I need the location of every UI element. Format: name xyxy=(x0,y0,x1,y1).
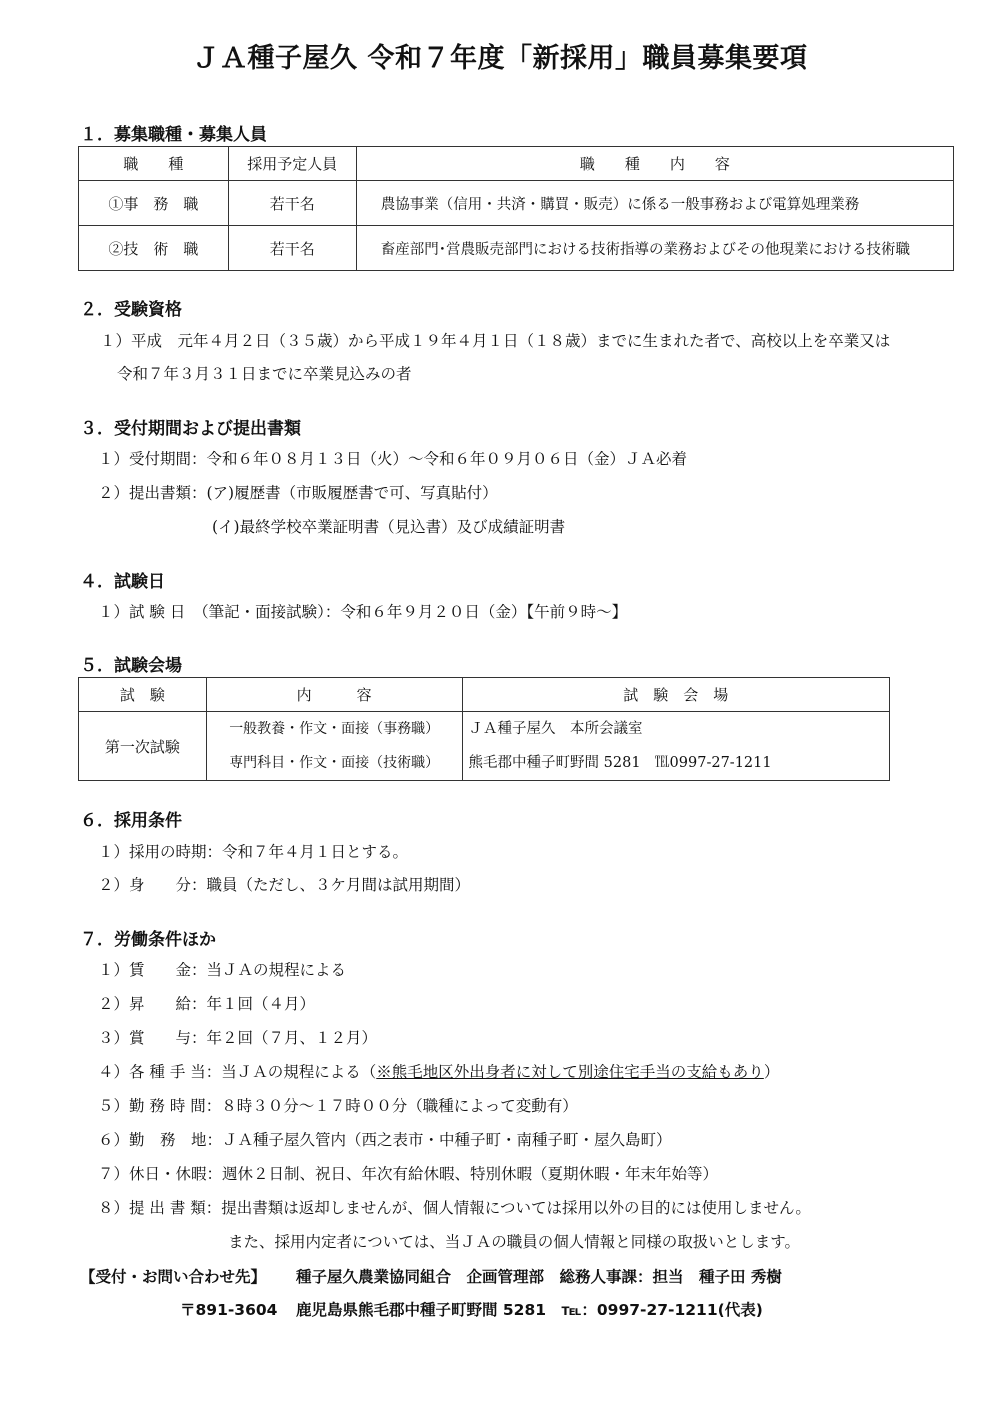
table-row xyxy=(79,181,954,226)
job-name: ①事 務 職 xyxy=(79,181,229,226)
exam-content-line-1: 一般教養・作文・面接（事務職） xyxy=(229,721,440,737)
section-7-heading: ７．労働条件ほか xyxy=(80,930,216,950)
exam-name: 第一次試験 xyxy=(79,712,207,781)
condition-hours: ５）勤 務 時 間：８時３０分～１７時００分（職種によって変動有） xyxy=(98,1097,578,1115)
allowance-note: ※熊毛地区外出身者に対して別途住宅手当の支給もあり xyxy=(376,1063,764,1081)
documents-line-2: (イ)最終学校卒業証明書（見込書）及び成績証明書 xyxy=(212,518,566,536)
job-header-desc: 職 種 内 容 xyxy=(356,147,953,181)
venue-table-header xyxy=(79,678,890,712)
exam-content-line-2: 専門科目・作文・面接（技術職） xyxy=(229,755,440,771)
application-period: １）受付期間：令和６年０８月１３日（火）～令和６年０９月０６日（金）ＪＡ必着 xyxy=(98,450,688,468)
job-desc: 畜産部門･営農販売部門における技術指導の業務およびその他現業における技術職 xyxy=(356,226,953,271)
condition-documents: ８）提 出 書 類：提出書類は返却しませんが、個人情報については採用以外の目的には使用しません。 xyxy=(98,1199,811,1217)
eligibility-line-1: １）平成 元年４月２日（３５歳）から平成１９年４月１日（１８歳）までに生まれた者で、高校以上を卒業又は xyxy=(100,332,891,350)
condition-raise: ２）昇 給：年１回（４月） xyxy=(98,995,316,1013)
job-header-count: 採用予定人員 xyxy=(228,147,356,181)
section-2-heading: ２．受験資格 xyxy=(80,300,182,320)
job-count: 若干名 xyxy=(228,226,356,271)
section-5-heading: ５．試験会場 xyxy=(80,656,182,676)
eligibility-line-2: 令和７年３月３１日までに卒業見込みの者 xyxy=(117,365,412,383)
exam-content xyxy=(206,712,462,781)
contact-label: 【受付・お問い合わせ先】 xyxy=(80,1268,267,1286)
job-header-type: 職 種 xyxy=(79,147,229,181)
contact-address: 鹿児島県熊毛郡中種子町野間 5281 ℡：0997-27-1211(代表) xyxy=(296,1301,763,1319)
hire-date: １）採用の時期：令和７年４月１日とする。 xyxy=(98,843,409,861)
condition-holidays: ７）休日・休暇：週休２日制、祝日、年次有給休暇、特別休暇（夏期休暇・年末年始等） xyxy=(98,1165,719,1183)
venue-header-content: 内 容 xyxy=(206,678,462,712)
venue-table xyxy=(78,677,890,781)
documents-line-1: ２）提出書類：(ア)履歴書（市販履歴書で可、写真貼付） xyxy=(98,484,498,502)
allowance-close: ） xyxy=(763,1063,780,1081)
exam-venue-line-1: ＪＡ種子屋久 本所会議室 xyxy=(468,721,643,737)
section-1-heading: １．募集職種・募集人員 xyxy=(80,125,267,145)
contact-org: 種子屋久農業協同組合 企画管理部 総務人事課：担当 種子田 秀樹 xyxy=(296,1268,782,1286)
condition-documents-2: また、採用内定者については、当ＪＡの職員の個人情報と同様の取扱いとします。 xyxy=(228,1233,800,1251)
exam-date: １）試 験 日 （筆記・面接試験）：令和６年９月２０日（金）【午前９時～】 xyxy=(98,603,628,621)
page-title: ＪＡ種子屋久 令和７年度「新採用」職員募集要項 xyxy=(192,43,808,74)
section-4-heading: ４．試験日 xyxy=(80,572,165,592)
condition-bonus: ３）賞 与：年２回（７月、１２月） xyxy=(98,1029,378,1047)
table-row xyxy=(79,226,954,271)
section-6-heading: ６．採用条件 xyxy=(80,811,182,831)
job-table xyxy=(78,146,954,271)
condition-location: ６）勤 務 地：ＪＡ種子屋久管内（西之表市・中種子町・南種子町・屋久島町） xyxy=(98,1131,672,1149)
job-table-header xyxy=(79,147,954,181)
venue-header-venue: 試 験 会 場 xyxy=(462,678,889,712)
condition-allowance xyxy=(98,1060,779,1082)
job-name: ②技 術 職 xyxy=(79,226,229,271)
exam-venue xyxy=(462,712,889,781)
exam-venue-line-2: 熊毛郡中種子町野間 5281 ℡0997-27-1211 xyxy=(468,755,772,771)
job-desc: 農協事業（信用・共済・購買・販売）に係る一般事務および電算処理業務 xyxy=(356,181,953,226)
allowance-text: ４）各 種 手 当：当ＪＡの規程による（ xyxy=(98,1063,377,1081)
employment-status: ２）身 分：職員（ただし、３ケ月間は試用期間） xyxy=(98,876,471,894)
contact-zip: 〒891-3604 xyxy=(180,1301,278,1319)
section-3-heading: ３．受付期間および提出書類 xyxy=(80,419,301,439)
job-count: 若干名 xyxy=(228,181,356,226)
table-row xyxy=(79,712,890,781)
condition-salary: １）賃 金：当ＪＡの規程による xyxy=(98,961,347,979)
venue-header-exam: 試 験 xyxy=(79,678,207,712)
